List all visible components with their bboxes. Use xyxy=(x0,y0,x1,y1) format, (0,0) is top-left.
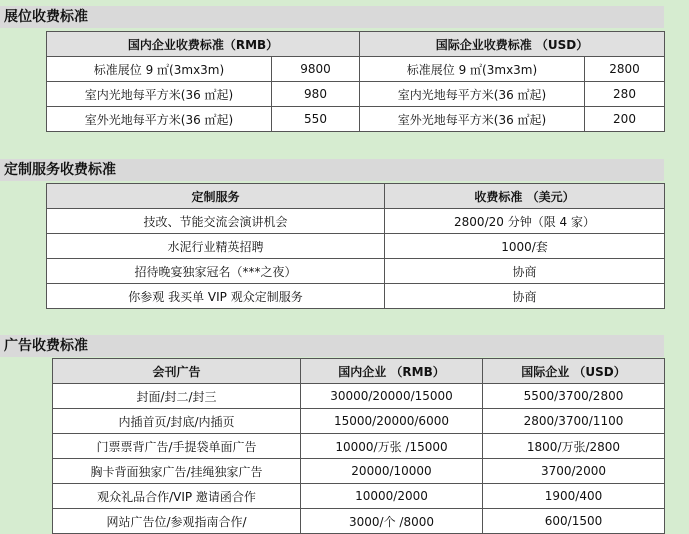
international-label: 室内光地每平方米(36 ㎡起) xyxy=(360,82,585,107)
custom-service-table xyxy=(46,183,665,309)
table-row xyxy=(47,57,665,82)
service-cell: 你参观 我买单 VIP 观众定制服务 xyxy=(47,284,385,309)
domestic-header: 国内企业收费标准（RMB） xyxy=(47,32,360,57)
international-cell: 1900/400 xyxy=(483,484,665,509)
table-row xyxy=(53,409,665,434)
domestic-header: 国内企业 （RMB） xyxy=(301,359,483,384)
table-row xyxy=(53,434,665,459)
service-header: 定制服务 xyxy=(47,184,385,209)
domestic-price: 980 xyxy=(272,82,360,107)
table-header-row xyxy=(53,359,665,384)
domestic-price: 550 xyxy=(272,107,360,132)
ads-section-title: 广告收费标准 xyxy=(0,335,664,357)
booth-fee-table xyxy=(46,31,665,132)
item-cell: 封面/封二/封三 xyxy=(53,384,301,409)
service-cell: 水泥行业精英招聘 xyxy=(47,234,385,259)
item-cell: 内插首页/封底/内插页 xyxy=(53,409,301,434)
service-cell: 技改、节能交流会演讲机会 xyxy=(47,209,385,234)
international-label: 标准展位 9 ㎡(3mx3m) xyxy=(360,57,585,82)
domestic-label: 标准展位 9 ㎡(3mx3m) xyxy=(47,57,272,82)
item-cell: 观众礼品合作/VIP 邀请函合作 xyxy=(53,484,301,509)
international-cell: 5500/3700/2800 xyxy=(483,384,665,409)
item-cell: 门票票背广告/手提袋单面广告 xyxy=(53,434,301,459)
international-price: 200 xyxy=(585,107,665,132)
table-row xyxy=(47,107,665,132)
fee-cell: 2800/20 分钟（限 4 家） xyxy=(385,209,665,234)
item-header: 会刊广告 xyxy=(53,359,301,384)
domestic-cell: 10000/2000 xyxy=(301,484,483,509)
service-cell: 招待晚宴独家冠名（***之夜） xyxy=(47,259,385,284)
international-header: 国际企业收费标准 （USD） xyxy=(360,32,665,57)
international-label: 室外光地每平方米(36 ㎡起) xyxy=(360,107,585,132)
domestic-cell: 20000/10000 xyxy=(301,459,483,484)
table-row xyxy=(47,259,665,284)
international-cell: 1800/万张/2800 xyxy=(483,434,665,459)
domestic-cell: 30000/20000/15000 xyxy=(301,384,483,409)
domestic-cell: 10000/万张 /15000 xyxy=(301,434,483,459)
ads-fee-table xyxy=(52,358,665,534)
domestic-label: 室外光地每平方米(36 ㎡起) xyxy=(47,107,272,132)
international-header: 国际企业 （USD） xyxy=(483,359,665,384)
table-row xyxy=(53,459,665,484)
fee-header: 收费标准 （美元） xyxy=(385,184,665,209)
custom-section-title: 定制服务收费标准 xyxy=(0,159,664,181)
item-cell: 胸卡背面独家广告/挂绳独家广告 xyxy=(53,459,301,484)
international-cell: 2800/3700/1100 xyxy=(483,409,665,434)
fee-cell: 1000/套 xyxy=(385,234,665,259)
international-cell: 600/1500 xyxy=(483,509,665,534)
item-cell: 网站广告位/参观指南合作/ xyxy=(53,509,301,534)
booth-section-title: 展位收费标准 xyxy=(0,6,664,28)
international-price: 280 xyxy=(585,82,665,107)
table-header-row xyxy=(47,32,665,57)
international-cell: 3700/2000 xyxy=(483,459,665,484)
table-row xyxy=(47,234,665,259)
domestic-price: 9800 xyxy=(272,57,360,82)
table-row xyxy=(53,509,665,534)
fee-cell: 协商 xyxy=(385,259,665,284)
international-price: 2800 xyxy=(585,57,665,82)
table-header-row xyxy=(47,184,665,209)
domestic-cell: 3000/个 /8000 xyxy=(301,509,483,534)
domestic-cell: 15000/20000/6000 xyxy=(301,409,483,434)
table-row xyxy=(53,384,665,409)
table-row xyxy=(53,484,665,509)
fee-cell: 协商 xyxy=(385,284,665,309)
table-row xyxy=(47,209,665,234)
table-row xyxy=(47,284,665,309)
table-row xyxy=(47,82,665,107)
domestic-label: 室内光地每平方米(36 ㎡起) xyxy=(47,82,272,107)
